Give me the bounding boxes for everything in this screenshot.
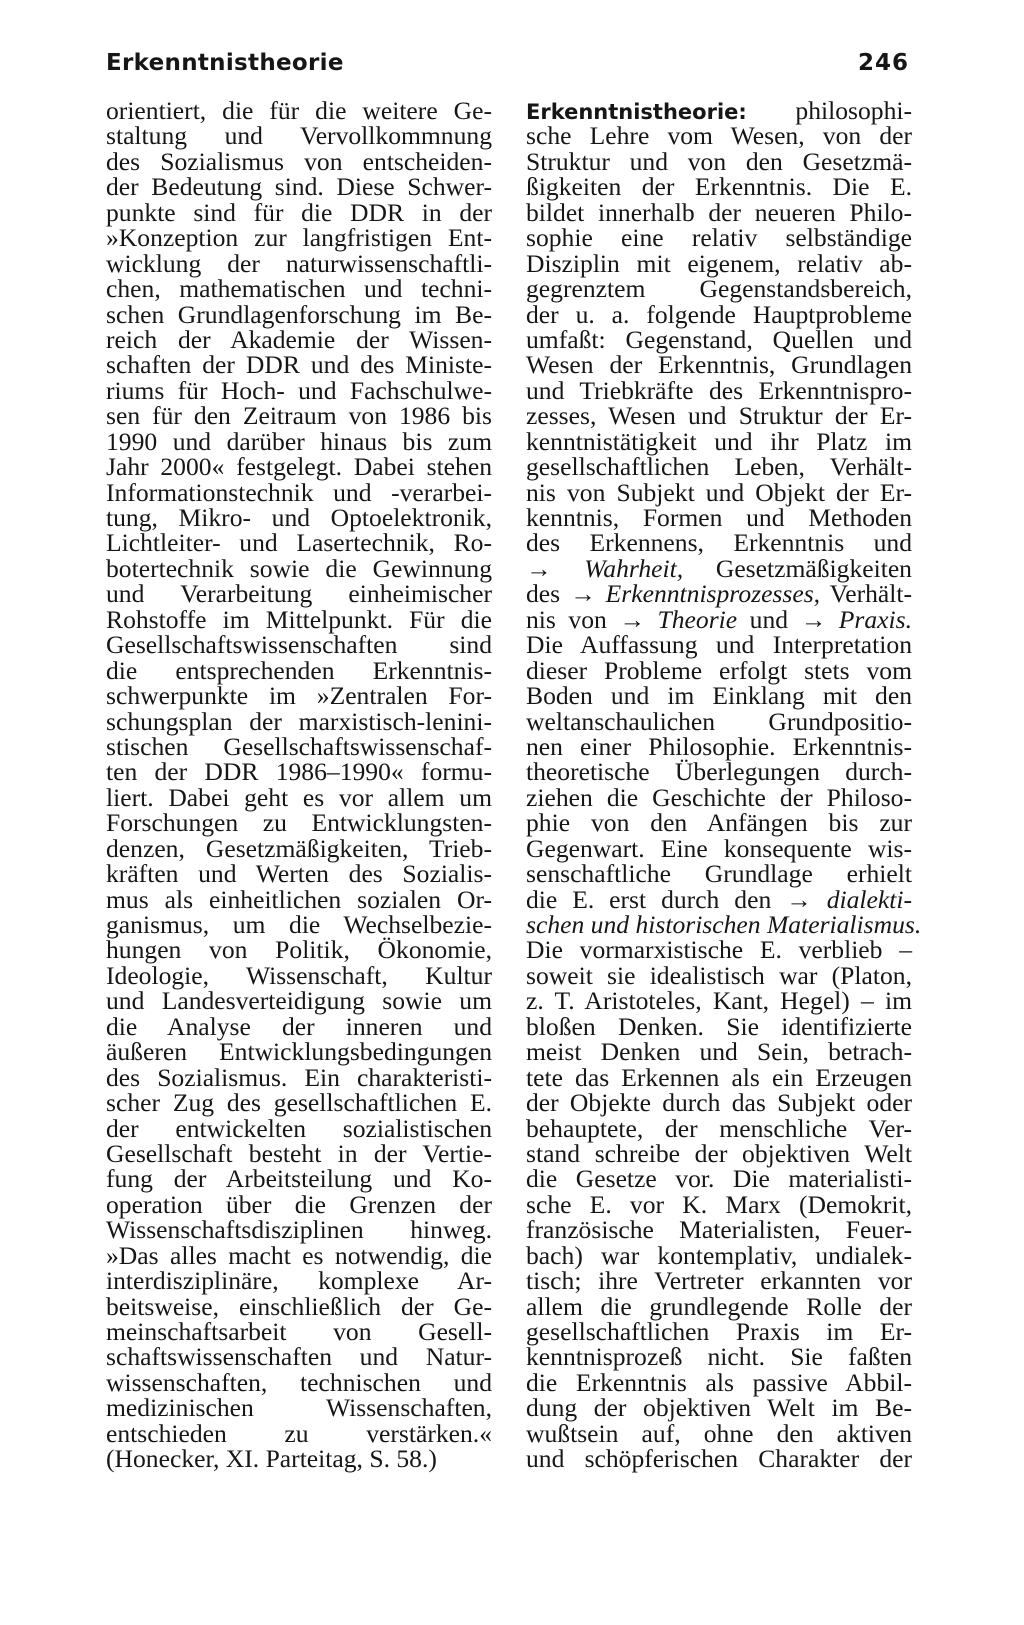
text-line: medizinischen Wissenschaften, <box>106 1393 492 1423</box>
text-line: punkte sind für die DDR in der <box>106 197 492 227</box>
text-segment: sche Lehre vom Wesen, von der <box>526 121 912 151</box>
text-segment: tisch; ihre Vertreter erkannten vor <box>526 1266 912 1296</box>
text-line: meinschaftsarbeit von Gesell- <box>106 1317 492 1346</box>
text-segment: Die Auffassung und Interpretation <box>526 630 912 660</box>
text-line <box>526 1062 912 1092</box>
text-line <box>526 1444 912 1474</box>
text-line <box>526 782 912 812</box>
text-line <box>526 833 912 863</box>
text-segment: tete das Erkennen als ein Erzeugen <box>526 1062 912 1092</box>
text-segment: französische Materialisten, Feuer- <box>526 1215 912 1245</box>
text-line <box>526 1291 912 1321</box>
text-line: beitsweise, einschließlich der Ge- <box>106 1291 492 1321</box>
text-line <box>526 98 912 123</box>
text-segment: ziehen die Geschichte der Philoso- <box>526 782 912 812</box>
text-segment: umfaßt: Gegenstand, Quellen und <box>526 324 912 354</box>
text-segment: → <box>526 553 585 583</box>
text-line: schaften der DDR und des Ministe- <box>106 350 492 380</box>
text-line <box>526 375 912 405</box>
text-line <box>526 1215 912 1245</box>
text-line: botertechnik sowie die Gewinnung <box>106 553 492 583</box>
text-line <box>526 248 912 278</box>
text-line <box>526 935 912 965</box>
text-line: scher Zug des gesellschaftlichen E. <box>106 1088 492 1118</box>
text-segment: zesses, Wesen und Struktur der Er- <box>526 401 912 431</box>
text-line <box>526 172 912 202</box>
text-segment: ßigkeiten der Erkenntnis. Die E. <box>526 172 912 202</box>
running-header-title: Erkenntnistheorie <box>106 50 344 76</box>
text-segment: Gesetzmäßigkeiten <box>683 553 912 583</box>
text-line: Wissenschaftsdisziplinen hinweg. <box>106 1215 492 1245</box>
text-line <box>526 1189 912 1219</box>
text-segment: dieser Probleme erfolgt stets vom <box>526 655 912 685</box>
text-segment: wußtsein auf, ohne den aktiven <box>526 1418 912 1448</box>
cross-reference: Theorie <box>657 604 738 634</box>
text-segment: behauptete, der menschliche Ver- <box>526 1113 912 1143</box>
text-line: 1990 und darüber hinaus bis zum <box>106 426 492 456</box>
text-line: liert. Dabei geht es vor allem um <box>106 782 492 812</box>
text-line <box>526 1393 912 1423</box>
text-line: Forschungen zu Entwicklungsten- <box>106 808 492 838</box>
text-line <box>526 401 912 431</box>
text-line: die entsprechenden Erkenntnis- <box>106 655 492 685</box>
text-line: schen Grundlagenforschung im Be- <box>106 299 492 329</box>
text-line: der Bedeutung sind. Diese Schwer- <box>106 172 492 202</box>
text-line <box>526 528 912 558</box>
text-line <box>526 1266 912 1296</box>
text-line: »Konzeption zur langfristigen Ent- <box>106 223 492 253</box>
text-line <box>526 579 912 609</box>
text-line <box>526 630 912 660</box>
text-segment: die E. erst durch den → <box>526 884 827 914</box>
text-line <box>526 1240 912 1270</box>
text-line: Informationstechnik und -verarbei- <box>106 477 492 507</box>
text-segment: bloßen Denken. Sie identifizierte <box>526 1011 912 1041</box>
text-line <box>526 299 912 329</box>
text-line <box>526 146 912 176</box>
text-line: riums für Hoch- und Fachschulwe- <box>106 375 492 405</box>
text-line: entschieden zu verstärken.« <box>106 1418 492 1448</box>
entry-headword: Erkenntnistheorie: <box>526 100 747 124</box>
text-segment: kenntnis, Formen und Methoden <box>526 503 912 532</box>
text-segment: nis von Subjekt und Objekt der Er- <box>526 477 912 507</box>
text-line: »Das alles macht es notwendig, die <box>106 1240 492 1270</box>
text-segment: allem die grundlegende Rolle der <box>526 1291 912 1321</box>
text-line: denzen, Gesetzmäßigkeiten, Trieb- <box>106 833 492 863</box>
text-line <box>526 808 912 838</box>
text-line: reich der Akademie der Wissen- <box>106 324 492 354</box>
text-line <box>526 1088 912 1118</box>
text-line <box>526 1113 912 1143</box>
text-segment: theoretische Überlegungen durch- <box>526 757 912 787</box>
text-line: orientiert, die für die weitere Ge- <box>106 96 492 125</box>
text-line: stischen Gesellschaftswissenschaf- <box>106 731 492 761</box>
text-line <box>526 426 912 456</box>
text-line <box>526 706 912 736</box>
text-segment: und → <box>737 604 839 634</box>
text-segment: sche E. vor K. Marx (Demokrit, <box>526 1189 912 1219</box>
text-segment: meist Denken und Sein, betrach- <box>526 1037 912 1067</box>
text-line: der entwickelten sozialistischen <box>106 1113 492 1143</box>
text-line: schungsplan der marxistisch-lenini- <box>106 706 492 736</box>
text-line <box>526 452 912 482</box>
text-line <box>526 960 912 990</box>
text-line <box>526 910 922 939</box>
text-line: chen, mathematischen und techni- <box>106 274 492 304</box>
text-line: staltung und Vervollkommnung <box>106 121 492 151</box>
text-line: Gesellschaft besteht in der Vertie- <box>106 1138 492 1168</box>
text-line <box>526 604 912 634</box>
text-line <box>526 1164 912 1194</box>
text-line: schwerpunkte im »Zentralen For- <box>106 681 492 711</box>
text-segment: weltanschaulichen Grundpositio- <box>526 706 912 736</box>
text-line: kräften und Werten des Sozialis- <box>106 859 492 889</box>
text-segment: die Erkenntnis als passive Abbil- <box>526 1367 912 1397</box>
text-line <box>526 505 912 530</box>
text-line: hungen von Politik, Ökonomie, <box>106 935 492 965</box>
text-line: des Sozialismus von entscheiden- <box>106 146 492 176</box>
text-segment: gesellschaftlichen Leben, Verhält- <box>526 452 912 482</box>
text-line <box>526 324 912 354</box>
text-segment: bach) war kontemplativ, undialek- <box>526 1240 912 1270</box>
text-segment: und schöpferischen Charakter der <box>526 1444 912 1474</box>
left-text-column <box>106 98 492 1472</box>
text-line <box>526 1319 912 1344</box>
text-line: und Landesverteidigung sowie um <box>106 986 492 1016</box>
text-segment: der Objekte durch das Subjekt oder <box>526 1088 912 1118</box>
text-segment: gegrenztem Gegenstandsbereich, <box>526 274 912 304</box>
text-line <box>526 1342 912 1372</box>
text-line: des Sozialismus. Ein charakteristi- <box>106 1062 492 1092</box>
text-line: schaftswissenschaften und Natur- <box>106 1342 492 1372</box>
text-line: die Analyse der inneren und <box>106 1011 492 1041</box>
text-segment: gesellschaftlichen Praxis im Er- <box>526 1317 912 1346</box>
text-line: ten der DDR 1986–1990« formu- <box>106 757 492 787</box>
text-segment: des Erkennens, Erkenntnis und <box>526 528 912 558</box>
text-line: (Honecker, XI. Parteitag, S. 58.) <box>106 1444 437 1474</box>
text-segment: und Triebkräfte des Erkenntnispro- <box>526 375 912 405</box>
text-line: sen für den Zeitraum von 1986 bis <box>106 401 492 431</box>
right-text-column <box>526 96 922 1474</box>
text-segment: Die vormarxistische E. verblieb – <box>526 935 912 965</box>
text-line: wissenschaften, technischen und <box>106 1367 492 1397</box>
page-number: 246 <box>858 50 910 76</box>
text-segment: des → <box>526 579 606 609</box>
text-line <box>526 757 912 787</box>
text-segment: Wesen der Erkenntnis, Grundlagen <box>526 350 912 380</box>
cross-reference: Praxis. <box>838 604 912 634</box>
text-line <box>526 986 912 1016</box>
text-line: Ideologie, Wissenschaft, Kultur <box>106 960 492 990</box>
text-line: wicklung der naturwissenschaftli- <box>106 248 492 278</box>
text-line <box>526 197 912 227</box>
text-segment: stand schreibe der objektiven Welt <box>526 1138 912 1168</box>
text-line <box>526 1037 912 1067</box>
text-segment: Verhält- <box>820 579 912 609</box>
cross-reference: schen und historischen Materialismus. <box>526 910 922 939</box>
text-line <box>526 1138 912 1168</box>
text-segment: Boden und im Einklang mit den <box>526 681 912 711</box>
text-line: tung, Mikro- und Optoelektronik, <box>106 503 492 532</box>
text-segment: kenntnistätigkeit und ihr Platz im <box>526 426 912 456</box>
cross-reference: Erkenntnisprozesses, <box>605 579 821 609</box>
text-line <box>526 553 912 583</box>
text-line <box>526 1367 912 1397</box>
text-line: fung der Arbeitsteilung und Ko- <box>106 1164 492 1194</box>
text-segment: Disziplin mit eigenem, relativ ab- <box>526 248 912 278</box>
text-line: Rohstoffe im Mittelpunkt. Für die <box>106 604 492 634</box>
text-segment: der u. a. folgende Hauptprobleme <box>526 299 912 329</box>
text-line: mus als einheitlichen sozialen Or- <box>106 884 492 914</box>
text-segment: Struktur und von den Gesetzmä- <box>526 146 912 176</box>
text-segment: kenntnisprozeß nicht. Sie faßten <box>526 1342 912 1372</box>
text-line: und Verarbeitung einheimischer <box>106 579 492 609</box>
text-line <box>526 1011 912 1041</box>
text-segment: Gegenwart. Eine konsequente wis- <box>526 833 912 863</box>
text-line: Jahr 2000« festgelegt. Dabei stehen <box>106 452 492 482</box>
text-segment: senschaftliche Grundlage erhielt <box>526 859 912 889</box>
text-line <box>526 859 912 889</box>
text-segment: bildet innerhalb der neueren Philo- <box>526 197 912 227</box>
text-segment: die Gesetze vor. Die materialisti- <box>526 1164 912 1194</box>
text-line <box>526 655 912 685</box>
text-line: ganismus, um die Wechselbezie- <box>106 910 492 939</box>
text-segment: dung der objektiven Welt im Be- <box>526 1393 912 1423</box>
text-line: äußeren Entwicklungsbedingungen <box>106 1037 492 1067</box>
text-line <box>526 121 912 151</box>
text-line: interdisziplinäre, komplexe Ar- <box>106 1266 492 1296</box>
text-segment: philosophi- <box>746 96 912 125</box>
text-segment: nis von → <box>526 604 658 634</box>
text-line <box>526 223 912 253</box>
text-line <box>526 731 912 761</box>
cross-reference: dialekti- <box>826 884 912 914</box>
text-line: Lichtleiter- und Lasertechnik, Ro- <box>106 528 492 558</box>
text-segment: z. T. Aristoteles, Kant, Hegel) – im <box>526 986 912 1016</box>
text-line <box>526 681 912 711</box>
text-segment: sophie eine relativ selbständige <box>526 223 912 253</box>
text-line <box>526 1418 912 1448</box>
text-line <box>526 350 912 380</box>
text-line <box>526 477 912 507</box>
text-line <box>526 884 912 914</box>
text-line: Gesellschaftswissenschaften sind <box>106 630 492 660</box>
text-line: operation über die Grenzen der <box>106 1189 492 1219</box>
cross-reference: Wahrheit, <box>584 553 684 583</box>
text-segment: nen einer Philosophie. Erkenntnis- <box>526 731 912 761</box>
text-line <box>526 274 912 304</box>
text-segment: soweit sie idealistisch war (Platon, <box>526 960 912 990</box>
text-segment: phie von den Anfängen bis zur <box>526 808 912 838</box>
